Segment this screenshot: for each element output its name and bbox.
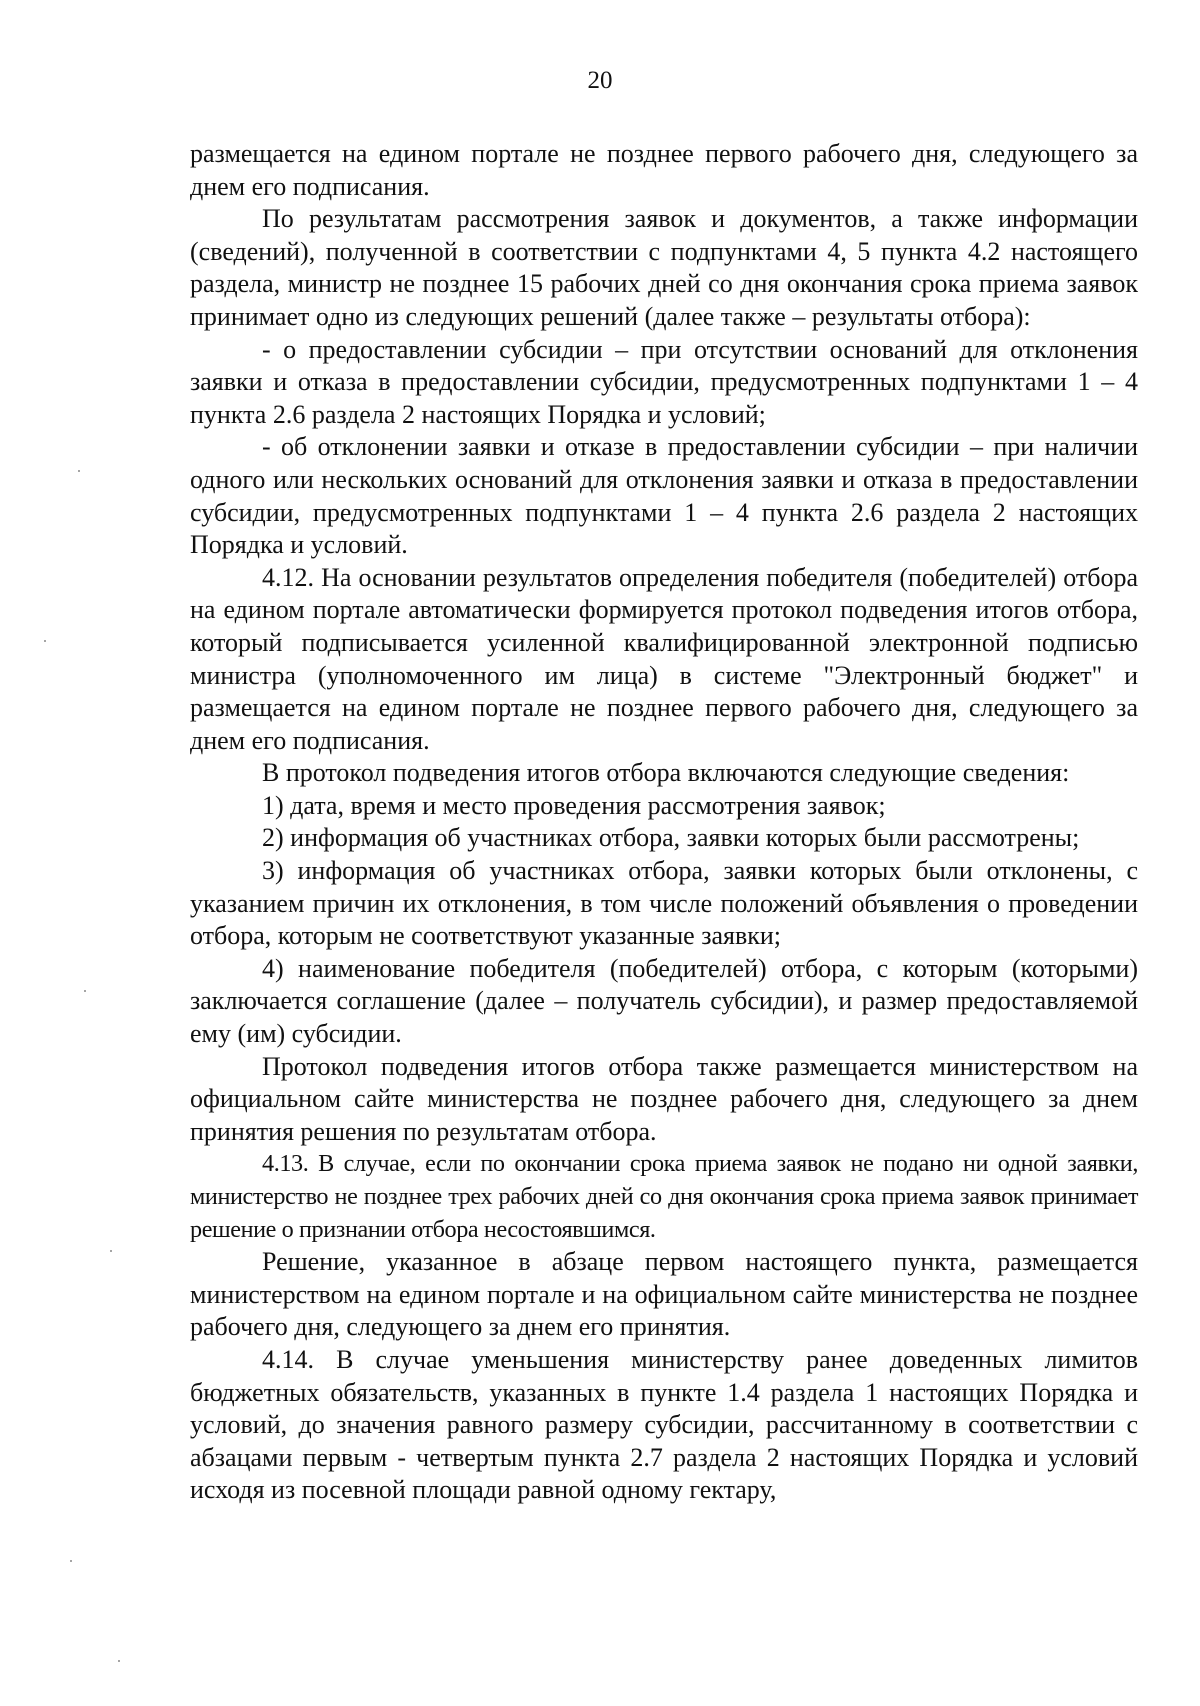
scan-speck <box>44 640 46 642</box>
document-body <box>190 138 1138 1507</box>
paragraph-protocol-contents: В протокол подведения итогов отбора включаются следующие сведения: <box>262 758 1070 788</box>
list-item-4: 4) наименование победителя (победителей) отбора, с которым (которыми) заключается соглашение (далее – получатель субсидии), и размер предоставляемой ему (им) субсидии. <box>190 953 1138 1049</box>
paragraph-4-12: 4.12. На основании результатов определения победителя (победителей) отбора на едином портале автоматически формируется протокол подведения итогов отбора, который подписывается усиленной квалифицированной электронной подписью министра (уполномоченного им лица) в системе "Электронный бюджет" и размещается на едином портале не позднее первого рабочего дня, следующего за днем его подписания. <box>190 562 1138 755</box>
list-item-3: 3) информация об участниках отбора, заявки которых были отклонены, с указанием причин их отклонения, в том числе положений объявления о проведении отбора, которым не соответствуют указанные заявки; <box>190 856 1138 951</box>
paragraph-selection-results: По результатам рассмотрения заявок и документов, а также информации (сведений), полученной в соответствии с подпунктами 4, 5 пункта 4.2 настоящего раздела, министр не позднее 15 рабочих дней со дня окончания срока приема заявок принимает одно из следующих решений (далее также – результаты отбора): <box>190 204 1138 331</box>
paragraph-decision-grant: - о предоставлении субсидии – при отсутствии оснований для отклонения заявки и отказа в предоставлении субсидии, предусмотренных подпунктами 1 – 4 пункта 2.6 раздела 2 настоящих Порядка и условий; <box>190 334 1138 429</box>
list-item-2: 2) информация об участниках отбора, заявки которых были рассмотрены; <box>262 823 1080 853</box>
scan-speck <box>70 1560 72 1562</box>
paragraph-decision-reject: - об отклонении заявки и отказе в предоставлении субсидии – при наличии одного или нескольких оснований для отклонения заявки и отказа в предоставлении субсидии, предусмотренных подпунктами 1 – 4 пункта 2.6 раздела 2 настоящих Порядка и условий. <box>190 432 1138 560</box>
paragraph-continuation: размещается на едином портале не позднее первого рабочего дня, следующего за днем его подписания. <box>190 139 1138 201</box>
paragraph-protocol-publication: Протокол подведения итогов отбора также размещается министерством на официальном сайте министерства не позднее рабочего дня, следующего за днем принятия решения по результатам отбора. <box>190 1051 1138 1146</box>
list-item-1: 1) дата, время и место проведения рассмотрения заявок; <box>262 790 886 820</box>
scan-speck <box>118 1660 120 1662</box>
paragraph-decision-publication: Решение, указанное в абзаце первом настоящего пункта, размещается министерством на едином портале и на официальном сайте министерства не позднее рабочего дня, следующего за днем его принятия. <box>190 1247 1138 1342</box>
scan-speck <box>110 1250 112 1252</box>
page-number: 20 <box>587 67 613 94</box>
paragraph-4-14: 4.14. В случае уменьшения министерству ранее доведенных лимитов бюджетных обязательств, указанных в пункте 1.4 раздела 1 настоящих Порядка и условий, до значения равного размеру субсидии, рассчитанному в соответствии с абзацами первым - четвертым пункта 2.7 раздела 2 настоящих Порядка и условий исходя из посевной площади равной одному гектару, <box>190 1344 1138 1505</box>
scan-speck <box>84 990 86 992</box>
paragraph-4-13: 4.13. В случае, если по окончании срока приема заявок не подано ни одной заявки, министерство не позднее трех рабочих дней со дня окончания срока приема заявок принимает решение о признании отбора несостоявшимся. <box>190 1150 1138 1243</box>
scan-speck <box>78 470 80 472</box>
